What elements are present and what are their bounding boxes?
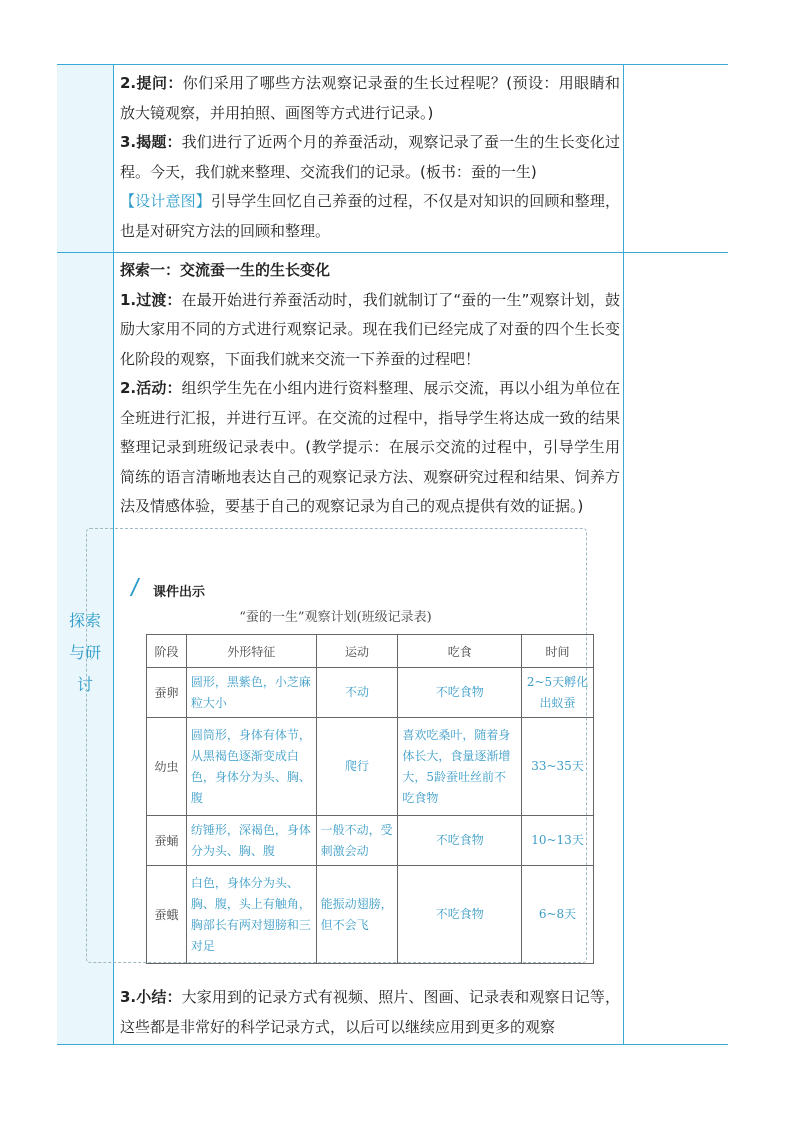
header-shape: 外形特征 (186, 635, 316, 668)
cell-movement: 不动 (316, 668, 398, 718)
cell-time: 2~5天孵化出蚁蚕 (522, 668, 594, 718)
record-table-title: “蚕的一生”观察计划(班级记录表) (239, 610, 432, 625)
cell-stage: 幼虫 (147, 718, 187, 816)
activity-label: 2.活动： (120, 379, 182, 397)
cell-time: 6~8天 (522, 866, 594, 964)
cell-time: 33~35天 (522, 718, 594, 816)
cell-shape: 白色，身体分为头、胸、腹，头上有触角，胸部长有两对翅膀和三对足 (186, 866, 316, 964)
intro-block (120, 69, 620, 246)
row-divider (57, 252, 728, 253)
cell-eating: 不吃食物 (398, 668, 522, 718)
cell-movement: 一般不动，受刺激会动 (316, 816, 398, 866)
cell-eating: 不吃食物 (398, 816, 522, 866)
column-divider-right (623, 65, 624, 1044)
cell-stage: 蚕卵 (147, 668, 187, 718)
table-row (147, 866, 594, 964)
courseware-label: 课件出示 (147, 581, 211, 600)
topic-label: 3.揭题： (120, 133, 182, 151)
explore-block (120, 256, 620, 522)
side-label-line-2: 与研 (68, 643, 101, 662)
cell-shape: 圆筒形，身体有体节，从黑褐色逐渐变成白色，身体分为头、胸、腹 (186, 718, 316, 816)
explore-heading: 探索一：交流蚕一生的生长变化 (120, 261, 331, 279)
header-time: 时间 (522, 635, 594, 668)
table-row (147, 718, 594, 816)
cell-eating: 喜欢吃桑叶，随着身体长大，食量逐渐增大，5龄蚕吐丝前不吃食物 (398, 718, 522, 816)
cell-shape: 纺锤形，深褐色，身体分为头、胸、腹 (186, 816, 316, 866)
table-header-row (147, 635, 594, 668)
record-table (146, 634, 594, 964)
left-cell-top (57, 65, 113, 252)
design-intent-label: 【设计意图】 (120, 192, 211, 210)
design-intent-text: 引导学生回忆自己养蚕的过程，不仅是对知识的回顾和整理，也是对研究方法的回顾和整理。 (120, 192, 620, 240)
summary-label: 3.小结： (120, 988, 182, 1006)
side-label-line-1: 探索 (68, 611, 101, 630)
summary-text: 大家用到的记录方式有视频、照片、图画、记录表和观察日记等，这些都是非常好的科学记录方式，以后可以继续应用到更多的观察 (120, 988, 620, 1036)
transition-text: 在最开始进行养蚕活动时，我们就制订了“蚕的一生”观察计划，鼓励大家用不同的方式进行观察记录。现在我们已经完成了对蚕的四个生长变化阶段的观察，下面我们就来交流一下养蚕的过程吧！ (120, 290, 621, 368)
cell-movement: 能振动翅膀，但不会飞 (316, 866, 398, 964)
cell-eating: 不吃食物 (398, 866, 522, 964)
transition-label: 1.过渡： (120, 290, 182, 309)
cell-time: 10~13天 (522, 816, 594, 866)
summary-block (120, 983, 620, 1042)
question-label: 2.提问： (120, 74, 183, 92)
topic-text: 我们进行了近两个月的养蚕活动，观察记录了蚕一生的生长变化过程。今天，我们就来整理、交流我们的记录。(板书：蚕的一生) (120, 133, 620, 181)
cell-stage: 蚕蛹 (147, 816, 187, 866)
cell-stage: 蚕蛾 (147, 866, 187, 964)
table-row (147, 816, 594, 866)
question-text: 你们采用了哪些方法观察记录蚕的生长过程呢？(预设：用眼睛和放大镜观察，并用拍照、画图等方式进行记录。) (120, 74, 620, 122)
side-label-line-3: 讨 (76, 675, 93, 694)
header-stage: 阶段 (147, 635, 187, 668)
cell-movement: 爬行 (316, 718, 398, 816)
header-movement: 运动 (316, 635, 398, 668)
header-eating: 吃食 (398, 635, 522, 668)
activity-text: 组织学生先在小组内进行资料整理、展示交流，再以小组为单位在全班进行汇报，并进行互评。在交流的过程中，指导学生将达成一致的结果整理记录到班级记录表中。(教学提示：在展示交流的过程中，引导学生用简练的语言清晰地表达自己的观察记录方法、观察研究过程和结果、饲养方法及情感体验，要基于自己的观察记录为自己的观点提供有效的证据。) (120, 379, 620, 515)
table-row (147, 668, 594, 718)
cell-shape: 圆形，黑紫色，小芝麻粒大小 (186, 668, 316, 718)
